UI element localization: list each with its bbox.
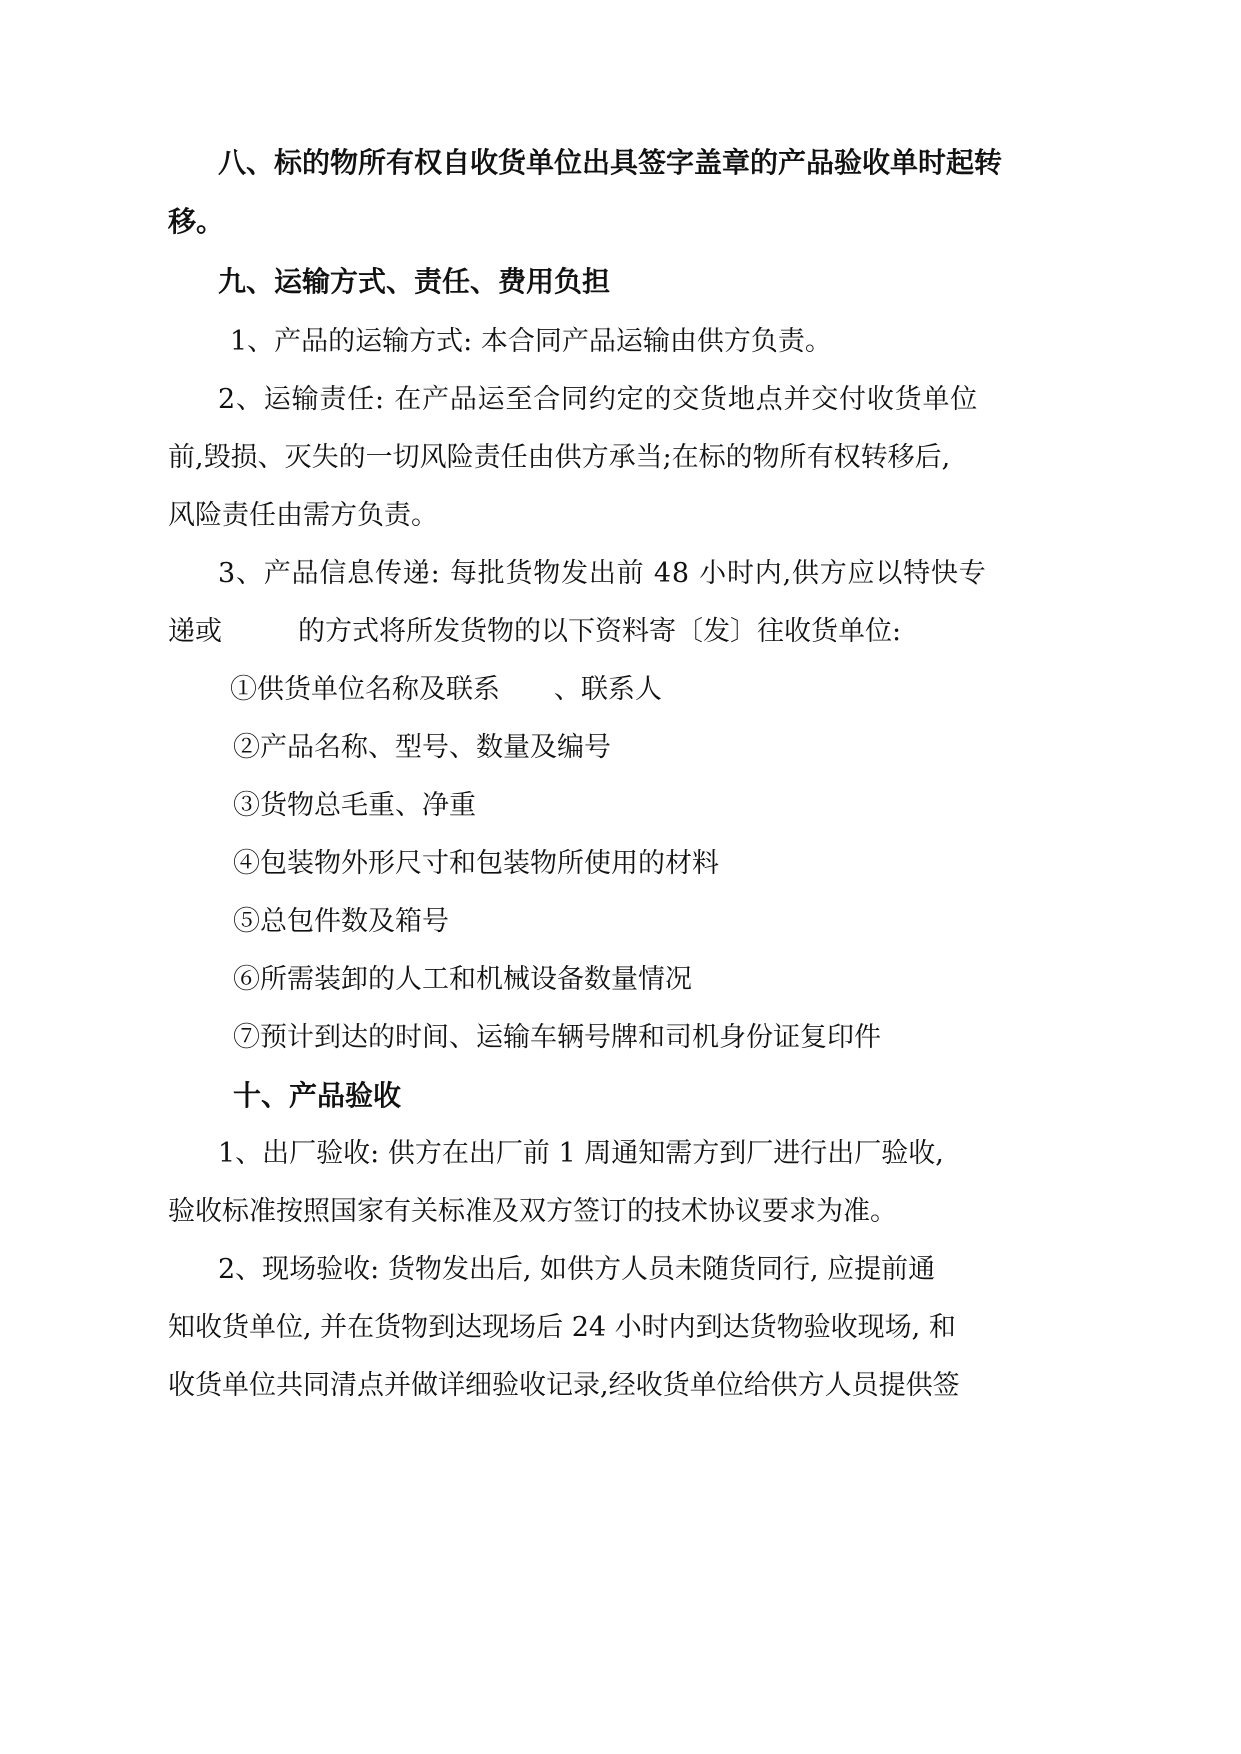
section-8-heading-line-1: 八、标的物所有权自收货单位出具签字盖章的产品验收单时起转	[218, 146, 1003, 179]
section-8-heading-line-2: 移。	[168, 205, 225, 238]
section-9-paragraph-3-line-2-start: 递或	[168, 616, 222, 647]
section-9-paragraph-2-line-2: 前,毁损、灭失的一切风险责任由供方承当;在标的物所有权转移后,	[168, 442, 951, 473]
section-9-paragraph-2-line-1: 2、运输责任: 在产品运至合同约定的交货地点并交付收货单位	[218, 384, 979, 415]
section-10-paragraph-2-line-2: 知收货单位, 并在货物到达现场后 24 小时内到达货物验收现场, 和	[168, 1312, 956, 1343]
section-10-heading: 十、产品验收	[233, 1079, 402, 1112]
section-9-paragraph-3-line-2-rest: 的方式将所发货物的以下资料寄〔发〕往收货单位:	[298, 616, 902, 647]
list-item: ②产品名称、型号、数量及编号	[233, 732, 611, 763]
list-item: ①供货单位名称及联系 、联系人	[230, 674, 662, 705]
list-item: ⑤总包件数及箱号	[233, 906, 449, 937]
list-item: ⑥所需装卸的人工和机械设备数量情况	[233, 964, 692, 995]
list-item: ③货物总毛重、净重	[233, 790, 476, 821]
section-10-paragraph-2-line-3: 收货单位共同清点并做详细验收记录,经收货单位给供方人员提供签	[168, 1370, 960, 1401]
section-10-paragraph-2-line-1: 2、现场验收: 货物发出后, 如供方人员未随货同行, 应提前通	[218, 1254, 936, 1285]
section-9-paragraph-1: 1、产品的运输方式: 本合同产品运输由供方负责。	[230, 326, 832, 357]
list-item: ⑦预计到达的时间、运输车辆号牌和司机身份证复印件	[233, 1022, 881, 1053]
section-9-paragraph-3-line-1: 3、产品信息传递: 每批货物发出前 48 小时内,供方应以特快专	[218, 558, 987, 589]
section-10-paragraph-1-line-1: 1、出厂验收: 供方在出厂前 1 周通知需方到厂进行出厂验收,	[218, 1138, 944, 1169]
list-item: ④包装物外形尺寸和包装物所使用的材料	[233, 848, 719, 879]
section-9-heading: 九、运输方式、责任、费用负担	[218, 265, 611, 298]
section-9-paragraph-2-line-3: 风险责任由需方负责。	[168, 500, 438, 531]
section-10-paragraph-1-line-2: 验收标准按照国家有关标准及双方签订的技术协议要求为准。	[168, 1196, 897, 1227]
